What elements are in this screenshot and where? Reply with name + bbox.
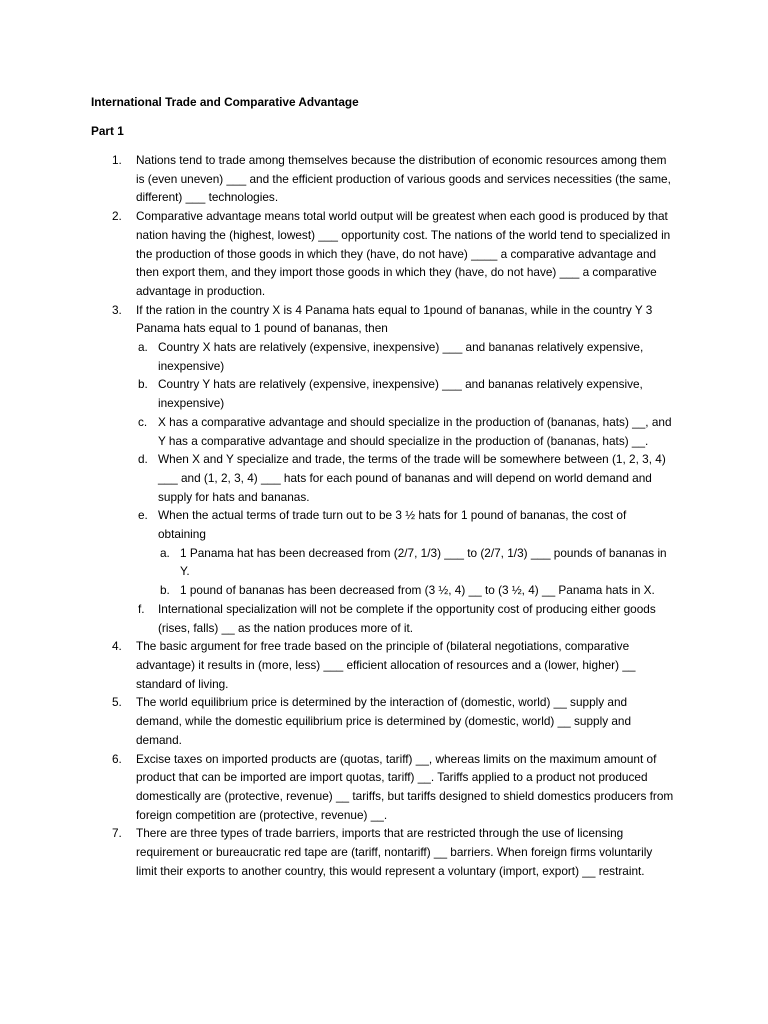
question-number: 7. xyxy=(112,826,122,841)
sub-question-text: Country Y hats are relatively (expensive, inexpensive) ___ and bananas relatively expensive, inexpensive) xyxy=(158,377,643,411)
nested-sub-question-letter: b. xyxy=(160,583,170,598)
sub-question-text: When X and Y specialize and trade, the terms of the trade will be somewhere between (1, 2, 3, 4) ___ and (1, 2, 3, 4) ___ hats for each pound of bananas and will depend on world demand and supply for hats and bananas. xyxy=(158,452,666,504)
sub-question-list xyxy=(136,338,676,637)
sub-question-f xyxy=(138,600,676,637)
question-number: 2. xyxy=(112,209,122,224)
question-text: There are three types of trade barriers, imports that are restricted through the use of licensing requirement or bureaucratic red tape are (tariff, nontariff) __ barriers. When foreign firms voluntarily limit their exports to another country, this would represent a voluntary (import, export) __ restraint. xyxy=(136,826,653,878)
question-text: The world equilibrium price is determined by the interaction of (domestic, world) __ supply and demand, while the domestic equilibrium price is determined by (domestic, world) __ supply and demand. xyxy=(136,695,632,747)
question-text: If the ration in the country X is 4 Panama hats equal to 1pound of bananas, while in the country Y 3 Panama hats equal to 1 pound of bananas, then xyxy=(136,302,653,336)
sub-question-letter: c. xyxy=(138,414,148,429)
sub-question-letter: a. xyxy=(138,340,148,355)
sub-question-e xyxy=(138,506,676,600)
nested-sub-question-text: 1 pound of bananas has been decreased from (3 ½, 4) __ to (3 ½, 4) __ Panama hats in X. xyxy=(180,583,655,598)
question-3 xyxy=(112,301,676,638)
question-6 xyxy=(112,750,676,825)
nested-sub-question-a xyxy=(160,544,676,581)
sub-question-text: Country X hats are relatively (expensive, inexpensive) ___ and bananas relatively expensive, inexpensive) xyxy=(158,340,644,373)
sub-question-letter: f. xyxy=(138,601,145,616)
question-7 xyxy=(112,824,676,880)
question-text: Excise taxes on imported products are (quotas, tariff) __, whereas limits on the maximum amount of product that can be imported are import quotas, tariff) __. Tariffs applied to a product not produced domestically are (protective, revenue) __ tariffs, but tariffs designed to shield domestics producers from foreign competition are (protective, revenue) __. xyxy=(136,751,674,822)
sub-question-letter: b. xyxy=(138,377,148,392)
nested-sub-question-b xyxy=(160,581,676,600)
sub-question-text: When the actual terms of trade turn out to be 3 ½ hats for 1 pound of bananas, the cost of obtaining xyxy=(158,508,627,542)
nested-sub-question-letter: a. xyxy=(160,545,170,560)
question-number: 3. xyxy=(112,302,122,317)
question-text: Comparative advantage means total world output will be greatest when each good is produced by that nation having the (highest, lowest) ___ opportunity cost. The nations of the world tend to specialized in the production of those goods in which they (have, do not have) ____ a comparative advantage and then export them, and they import those goods in which they (have, do not have) ___ a comparative advantage in production. xyxy=(136,209,671,298)
question-number: 6. xyxy=(112,751,122,766)
question-2 xyxy=(112,207,676,301)
question-5 xyxy=(112,693,676,749)
question-number: 4. xyxy=(112,639,122,654)
question-number: 1. xyxy=(112,153,122,167)
nested-sub-question-list xyxy=(158,544,676,600)
part-heading: Part 1 xyxy=(91,124,124,138)
sub-question-a xyxy=(138,338,676,375)
question-1 xyxy=(112,151,676,207)
question-4 xyxy=(112,637,676,693)
question-number: 5. xyxy=(112,695,122,710)
sub-question-text: X has a comparative advantage and should specialize in the production of (bananas, hats) __, and Y has a comparative advantage and should specialize in the production of (bananas, hats) __. xyxy=(158,414,672,448)
question-list xyxy=(112,151,676,880)
question-text: Nations tend to trade among themselves because the distribution of economic resources among them is (even uneven) ___ and the efficient production of various goods and services necessities (the same, different) ___ technologies. xyxy=(136,153,671,205)
sub-question-text: International specialization will not be complete if the opportunity cost of producing either goods (rises, falls) __ as the nation produces more of it. xyxy=(158,601,656,635)
nested-sub-question-text: 1 Panama hat has been decreased from (2/7, 1/3) ___ to (2/7, 1/3) ___ pounds of bananas in Y. xyxy=(180,545,667,579)
sub-question-d xyxy=(138,450,676,506)
sub-question-b xyxy=(138,375,676,412)
question-text: The basic argument for free trade based on the principle of (bilateral negotiations, comparative advantage) it results in (more, less) ___ efficient allocation of resources and a (lower, higher) __ standard of living. xyxy=(136,639,636,691)
sub-question-letter: e. xyxy=(138,508,148,523)
document-title: International Trade and Comparative Advantage xyxy=(91,95,359,109)
sub-question-letter: d. xyxy=(138,452,148,467)
sub-question-c xyxy=(138,413,676,450)
